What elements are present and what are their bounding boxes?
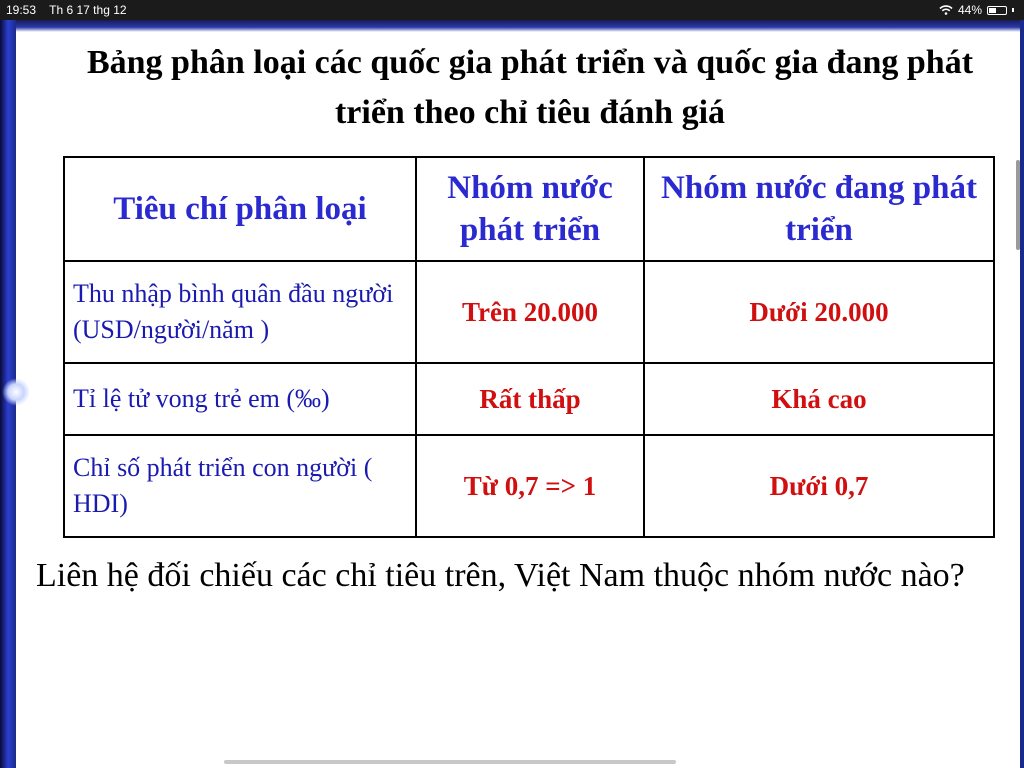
battery-percent: 44% — [957, 3, 982, 17]
criterion-cell: Tỉ lệ tử vong trẻ em (‰) — [64, 363, 416, 435]
table-header-row — [64, 157, 994, 261]
classification-table — [63, 156, 995, 538]
developing-cell: Dưới 20.000 — [644, 261, 994, 363]
table-row — [64, 261, 994, 363]
header-developing: Nhóm nước đang phát triển — [644, 157, 994, 261]
wifi-icon — [939, 5, 953, 15]
developing-cell: Khá cao — [644, 363, 994, 435]
status-date: Th 6 17 thg 12 — [49, 3, 127, 17]
slide-right-border — [1020, 20, 1024, 768]
light-flare — [2, 378, 30, 406]
status-time: 19:53 — [6, 3, 37, 17]
developed-cell: Rất thấp — [416, 363, 644, 435]
slide-title: Bảng phân loại các quốc gia phát triển và quốc gia đang phát triển theo chỉ tiêu đánh giá — [86, 44, 974, 131]
slide-top-border — [0, 20, 1024, 32]
header-developed: Nhóm nước phát triển — [416, 157, 644, 261]
criterion-cell: Chỉ số phát triển con người ( HDI) — [64, 435, 416, 537]
home-indicator[interactable] — [224, 760, 676, 764]
criterion-cell: Thu nhập bình quân đầu người (USD/người/năm ) — [64, 261, 416, 363]
developed-cell: Từ 0,7 => 1 — [416, 435, 644, 537]
status-bar — [0, 0, 1024, 20]
scrollbar[interactable] — [1016, 160, 1020, 250]
header-criteria: Tiêu chí phân loại — [64, 157, 416, 261]
question-text: Liên hệ đối chiếu các chỉ tiêu trên, Việt Nam thuộc nhóm nước nào? — [36, 557, 965, 594]
developing-cell: Dưới 0,7 — [644, 435, 994, 537]
table-row — [64, 363, 994, 435]
table-row — [64, 435, 994, 537]
battery-icon — [987, 6, 1007, 15]
developed-cell: Trên 20.000 — [416, 261, 644, 363]
